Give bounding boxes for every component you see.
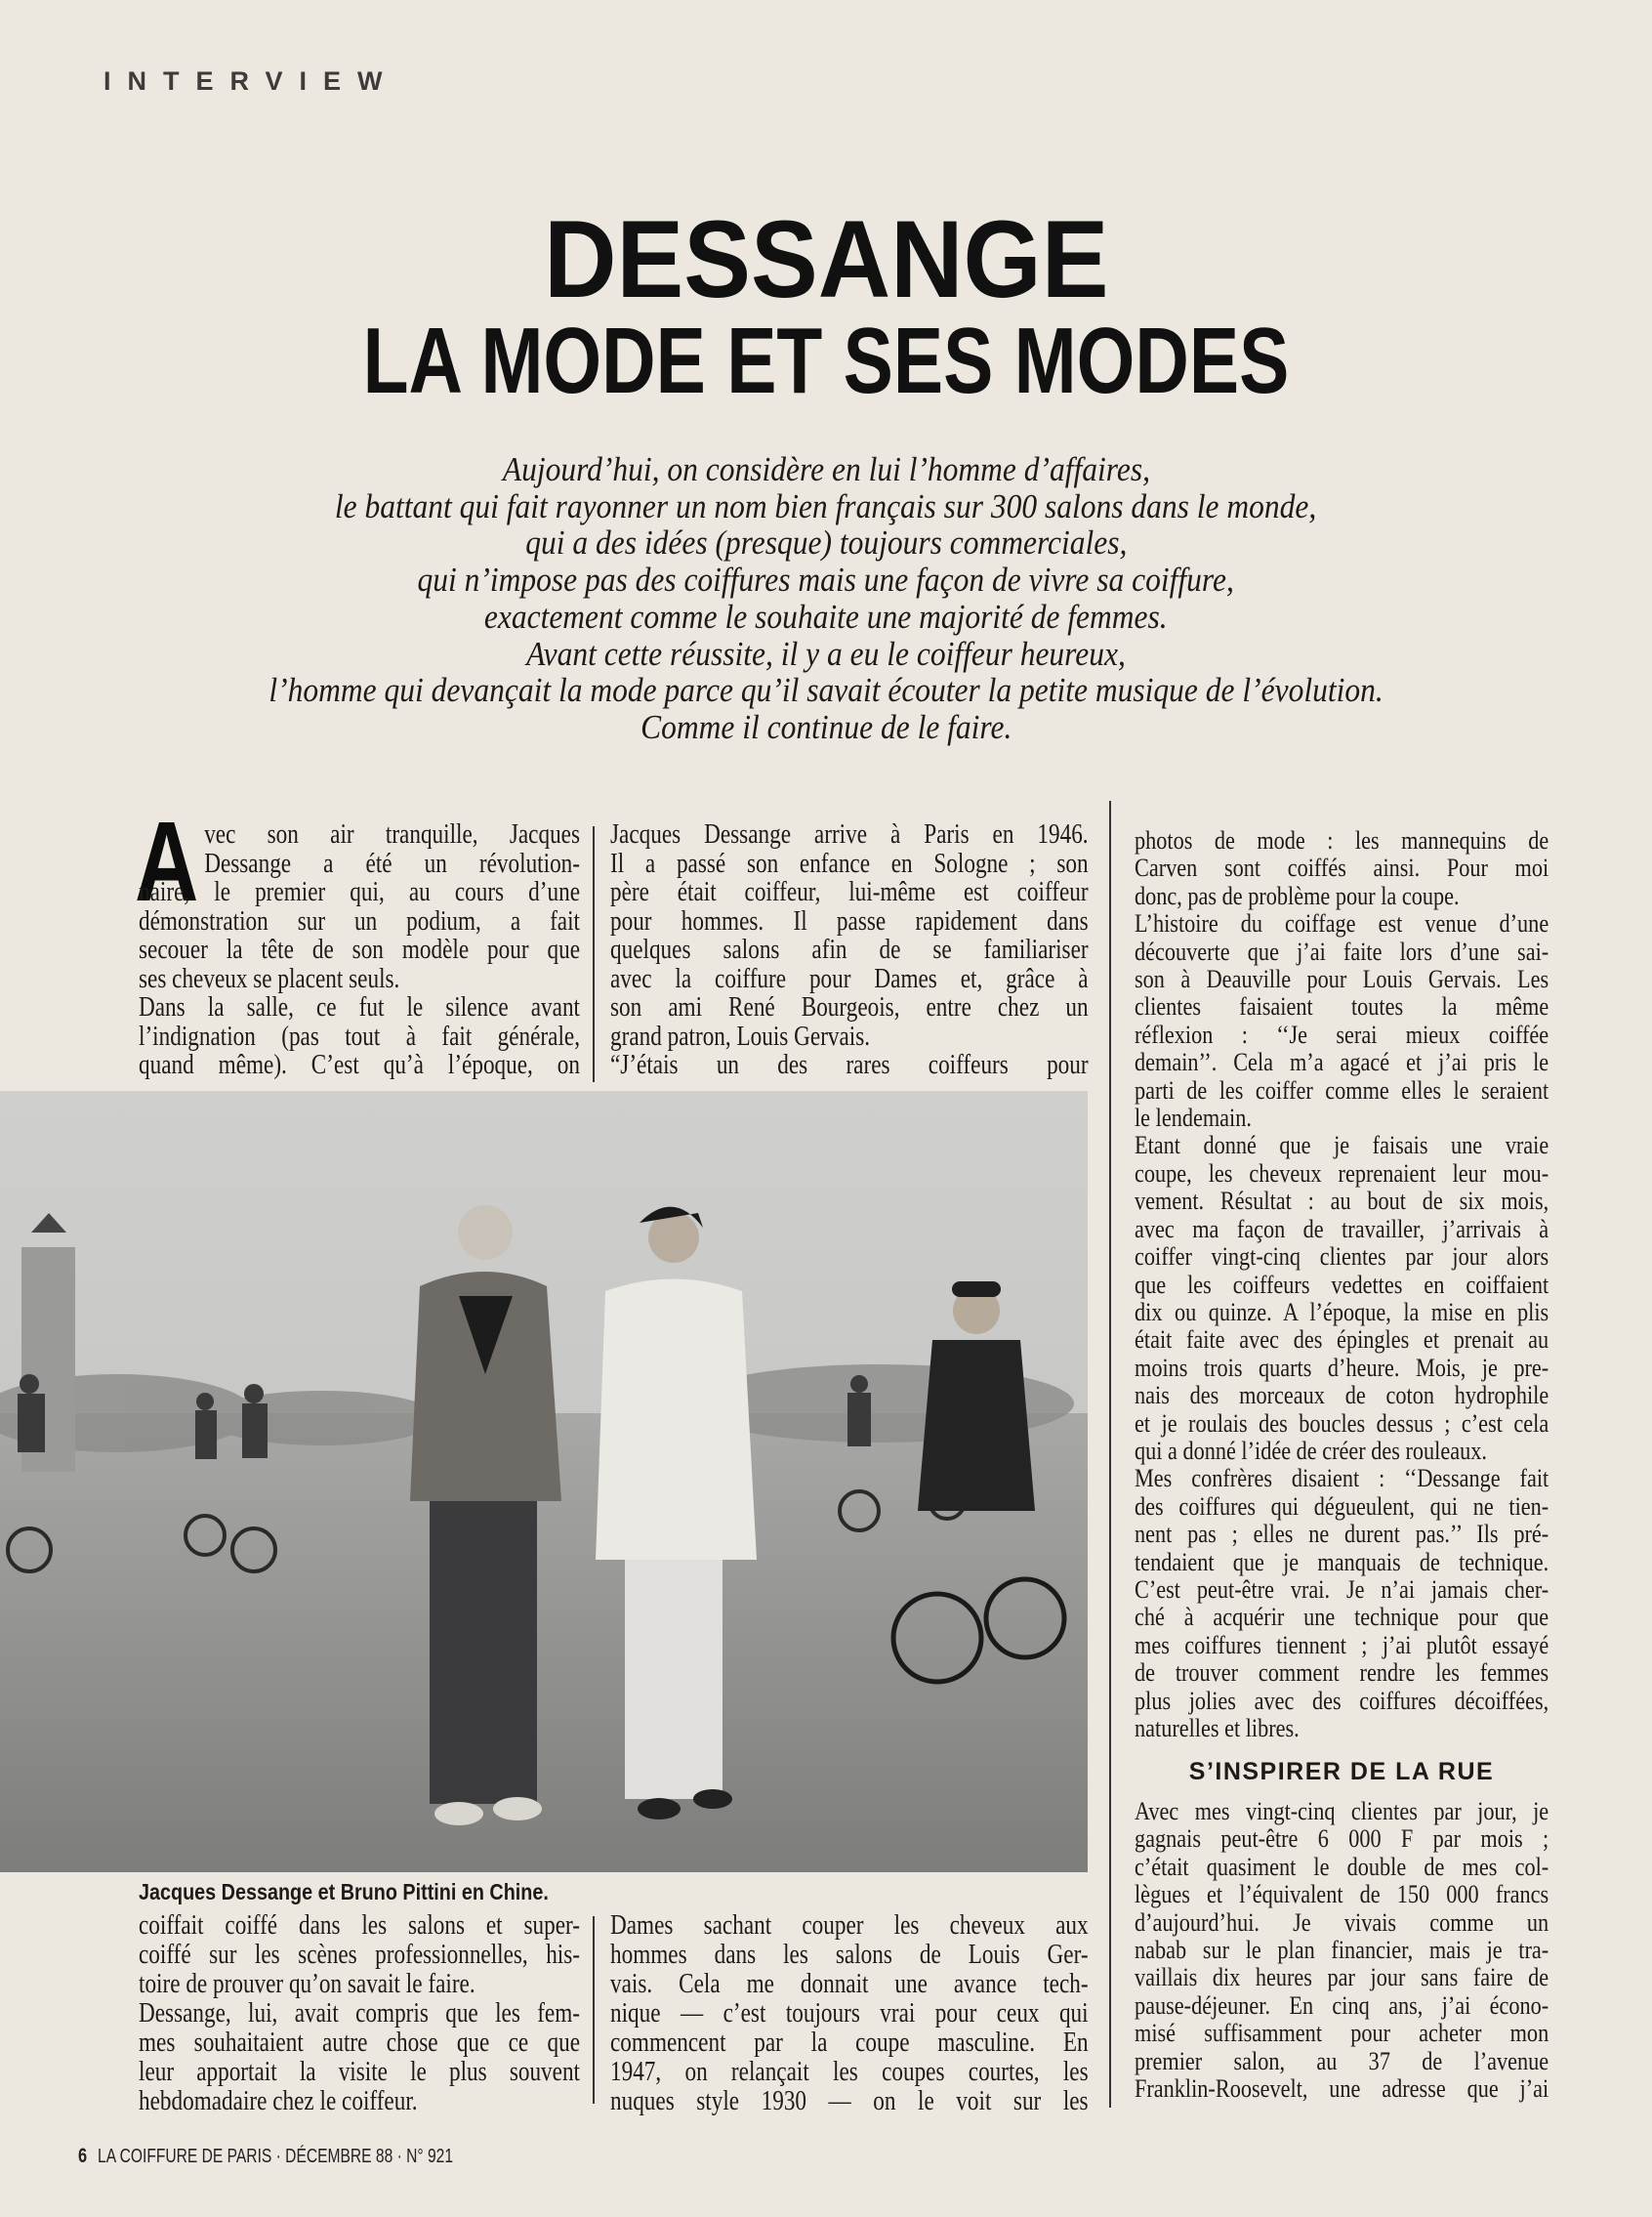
text-line: C’est peut-être vrai. Je n’ai jamais cher- — [1135, 1573, 1549, 1604]
text-line: parti de les coiffer comme elles le seraient — [1135, 1074, 1549, 1105]
text-line: donc, pas de problème pour la coupe. — [1135, 880, 1460, 910]
text-line: pour hommes. Il passe rapidement dans — [610, 904, 1089, 937]
column-2-bottom — [610, 1910, 1089, 2115]
text-line: pause-déjeuner. En cinq ans, j’ai écono- — [1135, 1989, 1549, 2020]
text-line: hommes dans les salons de Louis Ger- — [610, 1939, 1089, 1970]
section-subheading: S’INSPIRER DE LA RUE — [1188, 1758, 1495, 1785]
column-3-top — [1135, 826, 1549, 1741]
text-line: l’indignation (pas tout à fait générale, — [139, 1020, 580, 1052]
page-footer — [78, 2145, 453, 2168]
intro-line-text: l’homme qui devançait la mode parce qu’il savait écouter la petite musique de l’évolution. — [268, 671, 1384, 710]
column-1-bottom — [139, 1910, 580, 2115]
intro-line-text: qui a des idées (presque) toujours commerciales, — [524, 523, 1128, 563]
text-line: qui a donné l’idée de créer des rouleaux. — [1135, 1435, 1487, 1465]
text-line: Jacques Dessange arrive à Paris en 1946. — [610, 818, 1089, 850]
column-1-top — [139, 820, 580, 1080]
text-line: misé suffisamment pour acheter mon — [1135, 2018, 1549, 2048]
text-line: son à Deauville pour Louis Gervais. Les — [1135, 964, 1549, 994]
page-number: 6 — [78, 2145, 88, 2167]
headline-line-1: DESSANGE — [543, 198, 1109, 320]
text-line: nais des morceaux de coton hydrophile — [1135, 1380, 1549, 1410]
text-line: que les coiffeurs vedettes en coiffaient — [1135, 1269, 1549, 1299]
text-line: Avec mes vingt-cinq clientes par jour, je — [1135, 1796, 1549, 1825]
text-line: Dames sachant couper les cheveux aux — [610, 1909, 1089, 1941]
text-line: secouer la tête de son modèle pour que — [139, 934, 580, 965]
text-line: coiffé sur les scènes professionnelles, his- — [139, 1939, 580, 1970]
text-line: mes coiffures tiennent ; j’ai plutôt essayé — [1135, 1629, 1549, 1659]
text-line: coupe, les cheveux reprenaient leur mou- — [1135, 1157, 1549, 1188]
text-line: coiffer vingt-cinq clientes par jour alors — [1135, 1241, 1549, 1272]
text-line: avec ma façon de travailler, j’arrivais à — [1135, 1213, 1549, 1243]
intro-line — [0, 524, 1652, 562]
text-line: vaillais dix heures par jour sans faire de — [1135, 1962, 1549, 1992]
text-line: son ami René Bourgeois, entre chez un — [610, 991, 1089, 1023]
intro-line — [0, 488, 1652, 525]
intro-standfirst — [0, 451, 1652, 746]
text-line: réflexion : ‘‘Je serai mieux coiffée — [1135, 1019, 1549, 1049]
text-line: naturelles et libres. — [1135, 1713, 1300, 1742]
text-line: hebdomadaire chez le coiffeur. — [139, 2085, 418, 2116]
text-line: quelques salons afin de se familiariser — [610, 934, 1089, 965]
text-line: gagnais peut-être 6 000 F par mois ; — [1135, 1823, 1549, 1854]
photo-dessange-pittini-china — [0, 1091, 1088, 1872]
text-line: Carven sont coiffés ainsi. Pour moi — [1135, 853, 1549, 883]
text-line: nent pas ; elles ne durent pas.’’ Ils pré- — [1135, 1519, 1549, 1549]
text-line: vement. Résultat : au bout de six mois, — [1135, 1186, 1549, 1216]
text-line: Dessange a été un révolution- — [204, 847, 580, 879]
headline — [0, 198, 1652, 320]
text-line: grand patron, Louis Gervais. — [610, 1020, 871, 1052]
column-divider — [593, 826, 595, 1082]
text-line: lègues et l’équivalent de 150 000 francs — [1135, 1879, 1549, 1909]
text-line: père était coiffeur, lui-même est coiffeur — [610, 876, 1089, 907]
text-line: 1947, on relançait les coupes courtes, les — [610, 2056, 1089, 2087]
column-divider — [1109, 801, 1111, 2108]
text-line: démonstration sur un podium, a fait — [139, 904, 580, 937]
column-3-bottom — [1135, 1797, 1549, 2102]
intro-line — [0, 562, 1652, 599]
text-line: des coiffures qui dégueulent, qui ne tien- — [1135, 1490, 1549, 1521]
text-line: Mes confrères disaient : ‘‘Dessange fait — [1135, 1463, 1549, 1493]
text-line: d’aujourd’hui. Je vivais comme un — [1135, 1906, 1549, 1937]
intro-line-text: Comme il continue de le faire. — [640, 707, 1012, 746]
intro-line-text: Aujourd’hui, on considère en lui l’homme d’affaires, — [502, 450, 1150, 488]
text-line: mes souhaitaient autre chose que ce que — [139, 2027, 580, 2058]
text-line: le lendemain. — [1135, 1103, 1252, 1133]
headline-subtitle — [0, 309, 1652, 413]
intro-line — [0, 451, 1652, 488]
photo-caption: Jacques Dessange et Bruno Pittini en Chine. — [139, 1879, 549, 1904]
text-line: commencent par la coupe masculine. En — [610, 2027, 1089, 2058]
text-line: Il a passé son enfance en Sologne ; son — [610, 847, 1089, 879]
text-line: moins trois quarts d’heure. Mois, je pre- — [1135, 1352, 1549, 1382]
text-line: photos de mode : les mannequins de — [1135, 825, 1549, 855]
intro-line — [0, 599, 1652, 636]
intro-line-text: Avant cette réussite, il y a eu le coiffeur heureux, — [526, 634, 1126, 673]
text-line: et je roulais des boucles dessus ; c’est cela — [1135, 1407, 1549, 1438]
text-line: ses cheveux se placent seuls. — [139, 962, 400, 994]
text-line: L’histoire du coiffage est venue d’une — [1135, 908, 1549, 939]
text-line: vec son air tranquille, Jacques — [204, 818, 580, 850]
text-line: c’était quasiment le double de mes col- — [1135, 1851, 1549, 1881]
text-line: dix ou quinze. A l’époque, la mise en plis — [1135, 1296, 1549, 1326]
text-line: découverte que j’ai faite lors d’une sai- — [1135, 936, 1549, 966]
drop-cap: A — [135, 798, 199, 925]
intro-line-text: qui n’impose pas des coiffures mais une façon de vivre sa coiffure, — [417, 561, 1235, 600]
text-line: coiffait coiffé dans les salons et super- — [139, 1909, 580, 1941]
text-line: clientes faisaient toutes la même — [1135, 991, 1549, 1022]
text-line: toire de prouver qu’on savait le faire. — [139, 1968, 475, 1999]
text-line: nuques style 1930 — on le voit sur les — [610, 2085, 1089, 2116]
text-line: plus jolies avec des coiffures décoiffées, — [1135, 1685, 1549, 1715]
intro-line-text: exactement comme le souhaite une majorité de femmes. — [484, 597, 1168, 636]
headline-line-2: LA MODE ET SES MODES — [362, 309, 1290, 413]
column-divider — [593, 1916, 595, 2104]
text-line: premier salon, au 37 de l’avenue — [1135, 2045, 1549, 2075]
publication-info: LA COIFFURE DE PARIS · DÉCEMBRE 88 · N° 921 — [98, 2146, 454, 2167]
text-line: avec la coiffure pour Dames et, grâce à — [610, 962, 1089, 994]
text-line: leur apportait la visite le plus souvent — [139, 2056, 580, 2087]
text-line: de trouver comment rendre les femmes — [1135, 1657, 1549, 1688]
text-line: “J’étais un des rares coiffeurs pour — [610, 1049, 1089, 1080]
text-line: tendaient que je manquais de technique. — [1135, 1546, 1549, 1576]
text-line: Franklin-Roosevelt, une adresse que j’ai — [1135, 2073, 1549, 2104]
text-line: Dans la salle, ce fut le silence avant — [139, 991, 580, 1023]
text-line: nabab sur le plan financier, mais je tra- — [1135, 1935, 1549, 1965]
text-line: Etant donné que je faisais une vraie — [1135, 1130, 1549, 1160]
intro-line — [0, 636, 1652, 673]
text-line: ché à acquérir une technique pour que — [1135, 1602, 1549, 1632]
section-kicker: INTERVIEW — [103, 66, 399, 96]
text-line: demain’’. Cela m’a agacé et j’ai pris le — [1135, 1047, 1549, 1077]
text-line: naire, le premier qui, au cours d’une — [139, 876, 580, 907]
text-line: était faite avec des épingles et prenait au — [1135, 1324, 1549, 1355]
text-line: Dessange, lui, avait compris que les fem- — [139, 1997, 580, 2029]
text-line: nique — c’est toujours vrai pour ceux qui — [610, 1997, 1089, 2029]
intro-line — [0, 709, 1652, 746]
text-line: quand même). C’est qu’à l’époque, on — [139, 1049, 580, 1080]
text-line: vais. Cela me donnait une avance tech- — [610, 1968, 1089, 1999]
intro-line — [0, 672, 1652, 709]
column-2-top — [610, 820, 1089, 1080]
intro-line-text: le battant qui fait rayonner un nom bien français sur 300 salons dans le monde, — [335, 486, 1317, 525]
